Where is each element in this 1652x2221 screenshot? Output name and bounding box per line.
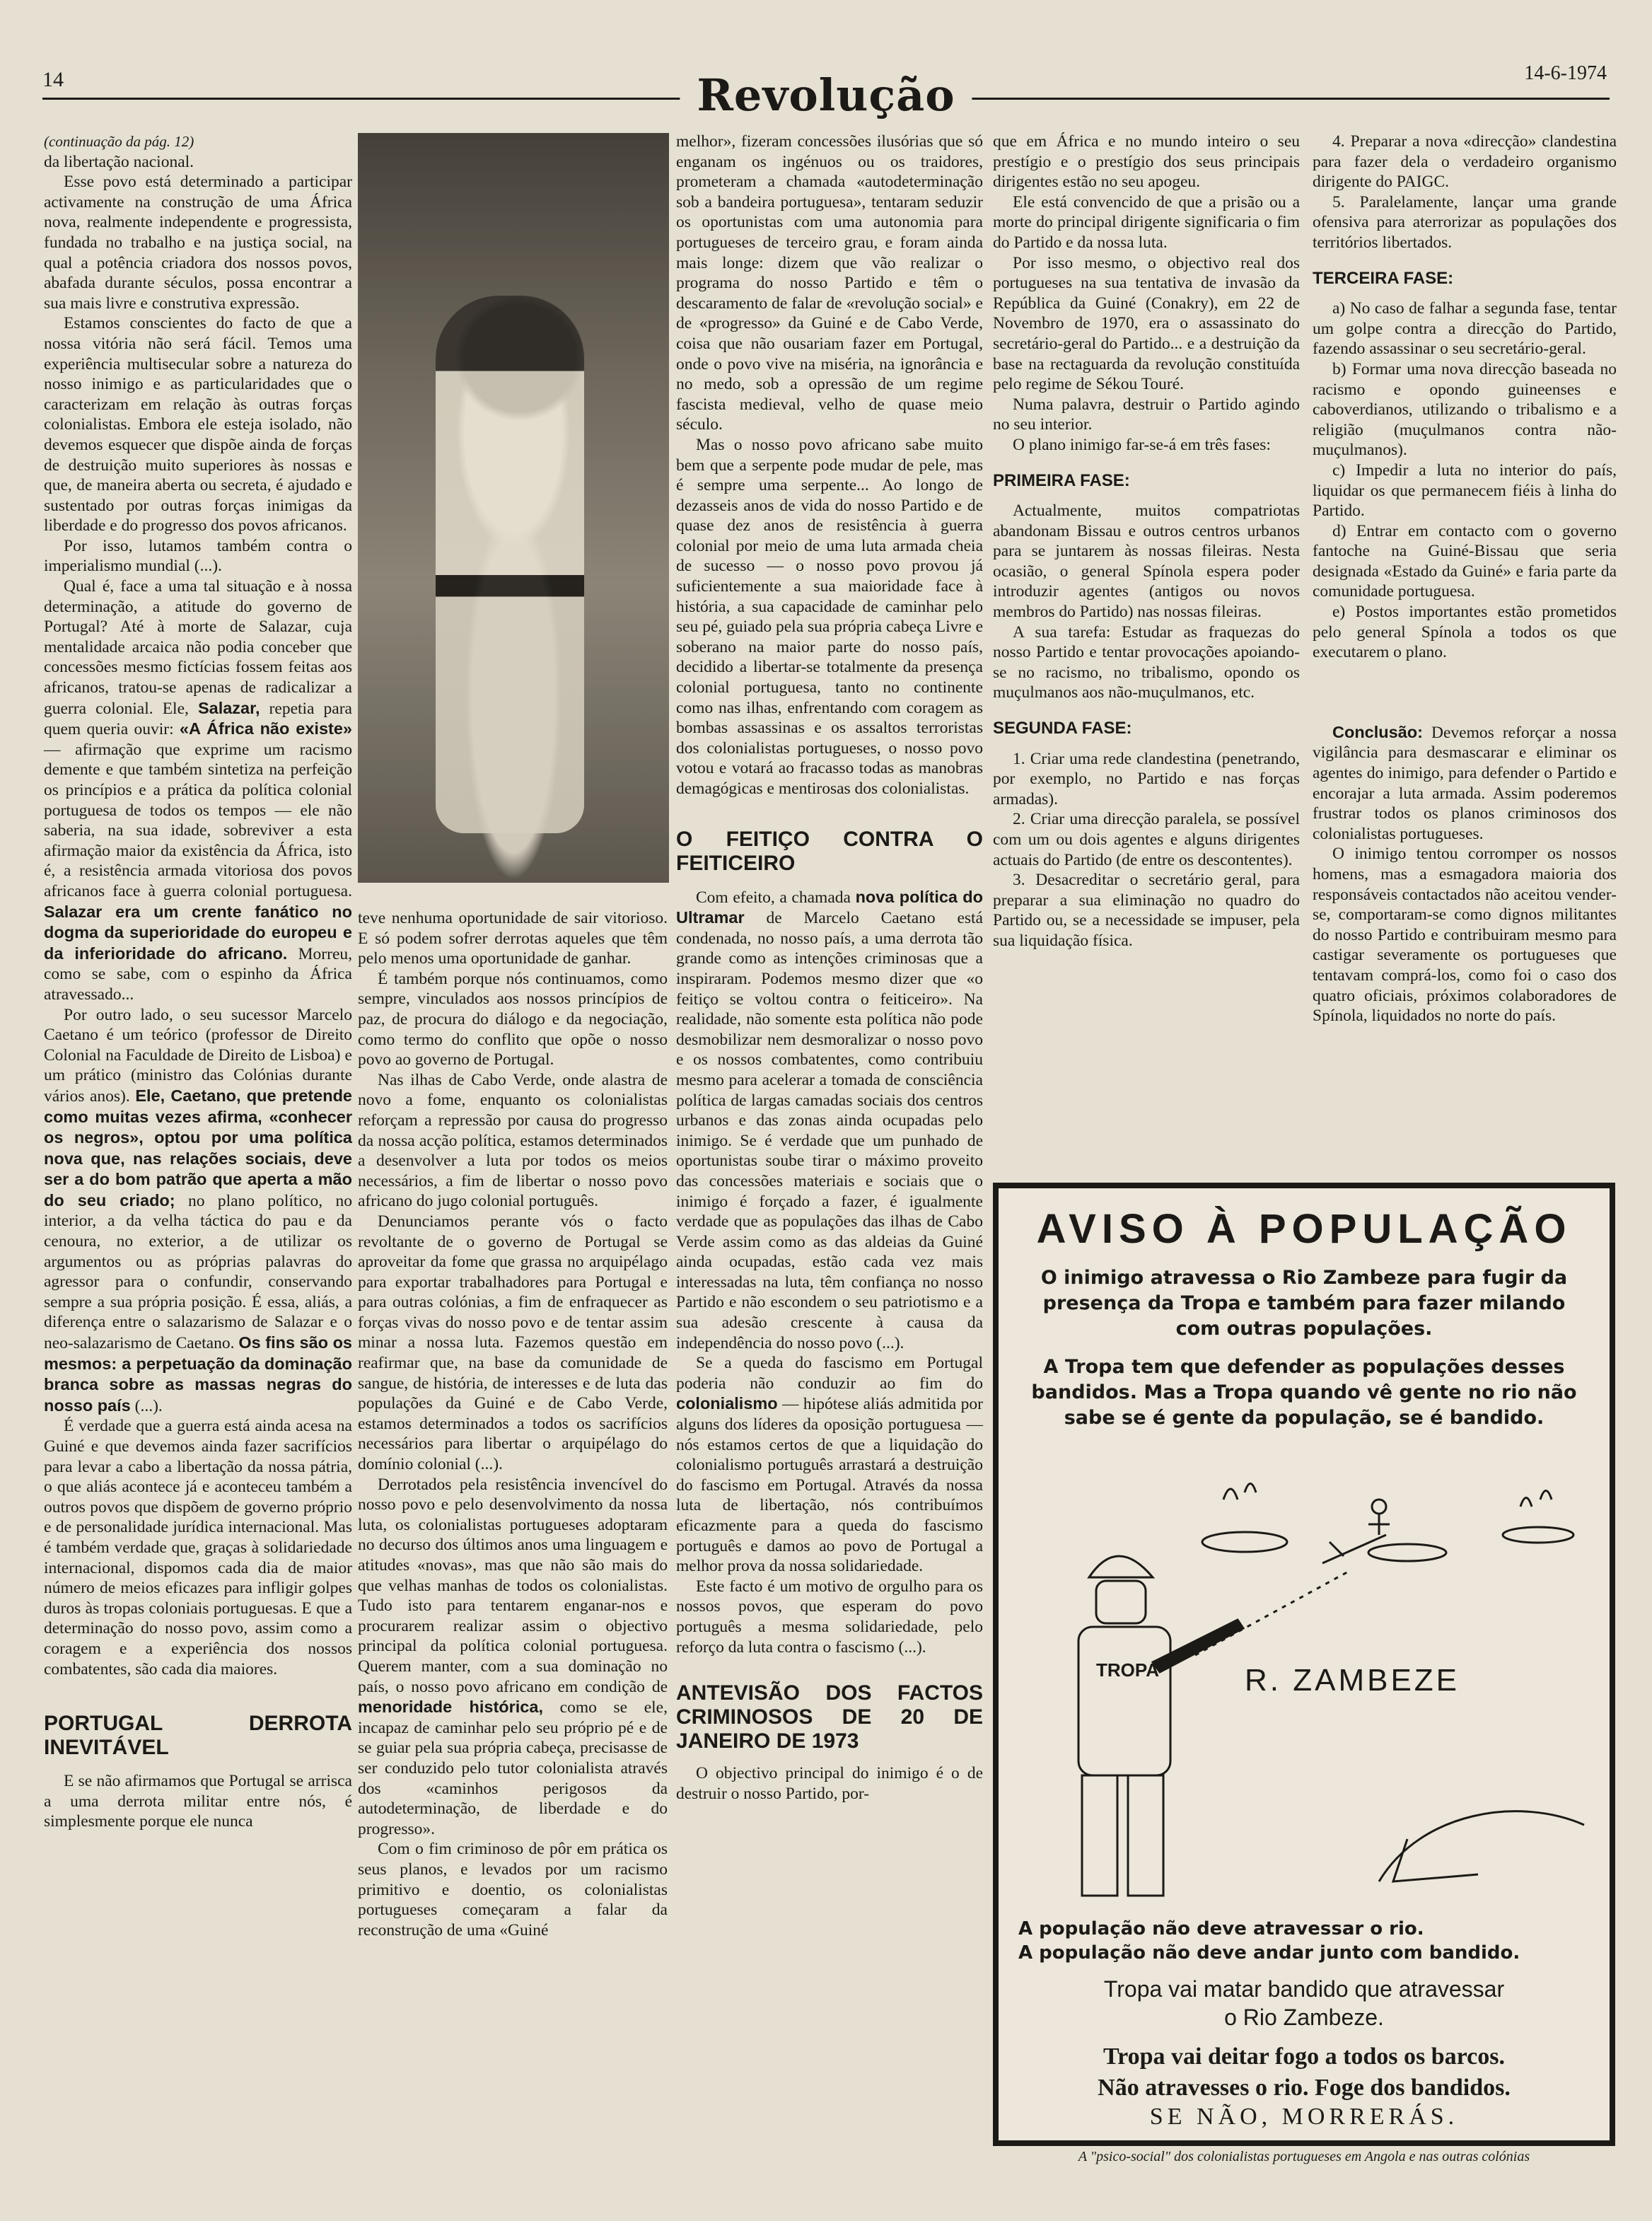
list-item: 3. Desacreditar o secretário geral, para preparar a sua eliminação no quadro do Partido ou, se a necessidade se impuser, pela sua liquidação física. bbox=[993, 871, 1300, 950]
soldier-head bbox=[1096, 1581, 1146, 1623]
column-5 bbox=[1313, 132, 1617, 1026]
text-run: Se a queda do fascismo em Portugal poderia não conduzir ao fim do bbox=[676, 1354, 983, 1393]
paragraph bbox=[44, 576, 352, 1004]
paragraph: Por isso, lutamos também contra o imperialismo mundial (...). bbox=[44, 536, 352, 576]
river-label: R. ZAMBEZE bbox=[1245, 1663, 1460, 1698]
soldier-leg bbox=[1128, 1775, 1163, 1896]
paragraph: que em África e no mundo inteiro o seu prestígio e o prestígio dos seus principais dirigentes estão no seu apogeu. bbox=[993, 132, 1300, 192]
aviso-lead: A Tropa tem que defender as populações desses bandidos. Mas a Tropa quando vê gente no rio não sabe se é gente da população, se é bandido. bbox=[1031, 1356, 1577, 1429]
bold-run: menoridade histórica, bbox=[358, 1698, 543, 1717]
aviso-lead: O inimigo atravessa o Rio Zambeze para fugir da presença da Tropa e também para fazer milando com outras populações. bbox=[1040, 1267, 1568, 1340]
paragraph: Numa palavra, destruir o Partido agindo no seu interior. bbox=[993, 395, 1300, 434]
section-heading: O FEITIÇO CONTRA O FEITICEIRO bbox=[676, 827, 983, 875]
helmet-icon bbox=[1089, 1556, 1153, 1577]
bold-run: colonialismo bbox=[676, 1394, 778, 1413]
list-item: 5. Paralelamente, lançar uma grande ofensiva para aterrorizar as populações dos territórios libertados. bbox=[1313, 192, 1617, 252]
list-item: 4. Preparar a nova «direcção» clandestina para fazer dela o verdadeiro organismo dirigente do PAIGC. bbox=[1313, 132, 1617, 192]
masthead: Revolução bbox=[680, 69, 972, 121]
page-number: 14 bbox=[42, 68, 64, 91]
swimmer-icon bbox=[1368, 1514, 1390, 1535]
bold-run: nova política do Ultramar bbox=[676, 887, 983, 927]
paragraph: Este facto é um motivo de orgulho para os nossos povos, que esperam do povo português a mesma solidariedade, pelo reforço da luta contra o fascismo (...). bbox=[676, 1577, 983, 1657]
column-3 bbox=[676, 132, 983, 1804]
section-heading: PORTUGAL DERROTA INEVITÁVEL bbox=[44, 1712, 352, 1760]
bold-run: Salazar, bbox=[197, 698, 260, 717]
text-run: Derrotados pela resistência invencível do nosso povo e pelo desenvolvimento da nossa luta, os colonialistas portugueses adoptaram no decurso dos últimos anos uma linguagem e atitudes «novas», mas que não são mais do que velhas manhas de todos os colonialistas. Tudo isto para tentarem enganar-nos e procurarem realizar assim o objectivo principal da política colonial portuguesa. Querem manter, com a sua dominação no país, o nosso povo africano em condição de bbox=[358, 1475, 668, 1696]
paragraph: O plano inimigo far-se-á em três fases: bbox=[1013, 435, 1271, 454]
photo-figure bbox=[436, 296, 584, 833]
boat-icon bbox=[1393, 1839, 1478, 1881]
boat-icon bbox=[1368, 1544, 1446, 1561]
aviso-title: AVISO À POPULAÇÃO bbox=[1036, 1206, 1572, 1252]
paragraph bbox=[1313, 722, 1617, 845]
paragraph: A sua tarefa: Estudar as fraquezas do nosso Partido e tentar provocações apoiando-se no racismo, no tribalismo, opondo os muçulmanos aos não-muçulmanos, etc. bbox=[993, 622, 1300, 702]
paragraph bbox=[44, 1005, 352, 1417]
continuation-note: (continuação da pág. 12) bbox=[44, 133, 194, 150]
phase-heading: SEGUNDA FASE: bbox=[993, 719, 1132, 738]
paragraph: Mas o nosso povo africano sabe muito bem que a serpente pode mudar de pele, mas é sempre uma serpente... Ao longo de dezasseis anos de vida do nosso Partido e de quase dez anos de resistência à guerra colonial por meio de uma luta armada cheia de sucesso — o nosso povo provou já suficientemente a sua maioridade face à história, a sua capacidade de caminhar pelo seu pé, guiado pela sua própria cabeça Livre e soberano na maior parte do nosso país, decidido a libertar-se totalmente da presença colonial portuguesa, tanto no continente como nas ilhas, enfrentando com coragem as bombas assassinas e os assaltos terroristas dos colonialistas portugueses, o nosso povo votou e votará ao fracasso todas as manobras demagógicas e mentirosas dos colonialistas. bbox=[676, 435, 983, 798]
text-run: — hipótese aliás admitida por alguns dos líderes da oposição portuguesa — nós estamos certos de que a liquidação do colonialismo português arrastará a destruição do fascismo em Portugal. Através da nossa luta de libertação, nós contribuímos eficazmente para a queda do fascismo português e damos ao povo de Portugal a melhor prova da nossa solidariedade. bbox=[676, 1395, 983, 1576]
aviso-warning-line: A população não deve andar junto com bandido. bbox=[1018, 1942, 1520, 1964]
text-run: (...). bbox=[130, 1396, 163, 1415]
list-item: b) Formar uma nova direcção baseada no racismo e opondo guineenses e caboverdianos, utilizando o tribalismo e a religião (muçulmanos contra não-muçulmanos). bbox=[1313, 359, 1617, 460]
paragraph: É verdade que a guerra está ainda acesa na Guiné e que devemos ainda fazer sacrifícios para levar a cabo a libertação da nossa pátria, o que aliás acontece já e aconteceu também a outros povos que dispõem de governo próprio e de personalidade jurídica internacional. Mas é também verdade que, graças à solidariedade internacional, dispomos cada dia de maior número de meios eficazes para infligir golpes duros às tropas coloniais portuguesas. E que a determinação do nosso povo, assim como a coragem e a experiência dos nossos combatentes, são cada dia maiores. bbox=[44, 1417, 352, 1678]
list-item: 1. Criar uma rede clandestina (penetrando, por exemplo, no Partido e nas forças armadas). bbox=[993, 749, 1300, 808]
paragraph: O inimigo tentou corromper os nossos homens, mas a esmagadora maioria dos responsáveis contactados não aceitou vender-se, comportaram-se como dignos militantes do nosso Partido e contribuiram mesmo para castigar severamente os portugueses que tentavam comprá-los, como foi o caso dos quatro oficiais, próximos colaboradores de Spínola, liquidados no norte do país. bbox=[1313, 845, 1617, 1026]
column-2 bbox=[358, 908, 668, 1940]
portrait-photo bbox=[358, 133, 669, 883]
list-item: d) Entrar em contacto com o governo fantoche na Guiné-Bissau que seria designada «Estado da Guiné» e faria parte da comunidade portuguesa. bbox=[1313, 521, 1617, 601]
paragraph bbox=[676, 1353, 983, 1577]
text-run: Morreu, como se sabe, com o espinho da África atravessado... bbox=[44, 944, 352, 1004]
text-run: como se ele, incapaz de caminhar pelo seu próprio pé e de se guiar pela sua própria cabeça, precisasse de ser conduzido pelo tutor colonialista através dos «caminhos perigosos da autodeterminação, de liberdade e do progresso». bbox=[358, 1698, 668, 1838]
list-item: e) Postos importantes estão prometidos pelo general Spínola a todos os que executarem o plano. bbox=[1313, 603, 1617, 662]
issue-date: 14-6-1974 bbox=[1524, 62, 1607, 84]
aviso-order-line: Tropa vai deitar fogo a todos os barcos. bbox=[1103, 2043, 1505, 2070]
list-item: a) No caso de falhar a segunda fase, tentar um golpe contra a direcção do Partido, fazendo assassinar o seu secretário-geral. bbox=[1313, 299, 1617, 359]
text-run: — afirmação que exprime um racismo demente e que também sintetiza na perfeição os princípios e a prática da política colonial portuguesa de todos os tempos — ele não saberia, na sua idade, sobreviver a esta afirmação maior da existência da África, isto é, a resistência armada vitoriosa dos povos africanos face à guerra colonial portuguesa. bbox=[44, 740, 352, 900]
paragraph: Estamos conscientes do facto de que a nossa vitória não será fácil. Temos uma experiência multisecular sobre a natureza do nosso inimigo e as particularidades que o caracterizam em relação às outras forças colonialistas. Embora ele esteja isolado, não devemos esquecer que dispõe ainda de forças de destruição muito superiores às nossas e que, de maneira aberta ou secreta, é ajudado e sustentado por outras forças inimigas da liberdade e do progresso dos povos africanos. bbox=[44, 314, 352, 535]
bold-run: Os fins são os mesmos: a perpetuação da dominação branca sobre as massas negras do nosso país bbox=[44, 1333, 352, 1415]
text-run: Qual é, face a uma tal situação e à nossa determinação, a atitude do governo de Portugal? Até à morte de Salazar, cuja mentalidade arcaica não podia conceber que concessões mesmo fictícias fossem feitas aos africanos, tratou-se apenas de radicalizar a guerra colonial. Ele, bbox=[44, 577, 352, 718]
fire-icon bbox=[1223, 1484, 1256, 1500]
paragraph: da libertação nacional. bbox=[44, 152, 194, 171]
column-1 bbox=[44, 132, 352, 1832]
paragraph: Com o fim criminoso de pôr em prática os seus planos, e levados por um racismo primitivo e doentio, os colonialistas portugueses começaram a falar da reconstrução de uma «Guiné bbox=[358, 1840, 668, 1939]
bold-run: Salazar era um crente fanático no dogma da superioridade do europeu e da inferioridade do africano. bbox=[44, 902, 352, 963]
boat-icon bbox=[1503, 1527, 1574, 1543]
swimmer-icon bbox=[1322, 1535, 1386, 1563]
aviso-warning bbox=[1018, 1917, 1520, 1965]
paragraph: E se não afirmamos que Portugal se arrisca a uma derrota militar entre nós, é simplesmente porque ele nunca bbox=[44, 1772, 352, 1831]
soldier-body bbox=[1078, 1627, 1170, 1775]
text-run: no plano político, no interior, a da velha táctica do pau e da cenoura, no exterior, a de utilizar os argumentos ou as próprias palavras do agressor para o confundir, conservando sempre a sua própria posição. É essa, aliás, a diferença entre o salazarismo de Salazar e o neo-salazarismo de Caetano. bbox=[44, 1191, 352, 1353]
text-run: repetia para quem queria ouvir: bbox=[44, 699, 352, 739]
paragraph: É também porque nós continuamos, como sempre, vinculados aos nossos princípios de paz, de procura do diálogo e da negociação, como termo do conflito que opõe o nosso povo ao governo de Portugal. bbox=[358, 969, 668, 1069]
column-4 bbox=[993, 132, 1300, 951]
text-run: de Marcelo Caetano está condenada, no nosso país, a uma derrota tão grande como as intenções criminosas que a inspiraram. Podemos mesmo dizer que «o feitiço se voltou contra o feiticeiro». Na realidade, não somente esta política não pode desmobilizar nem desmoralizar o nosso povo e os nossos combatentes, como contribuiu mesmo para acelerar a tomada de consciência política de largas camadas sociais dos centros urbanos e das zonas ainda ocupadas pelo inimigo. Se é verdade que um punhado de oportunistas soube tirar o máximo proveito das concessões materiais e sociais que o inimigo é forçado a fazer, é igualmente verdade que as populações das ilhas de Cabo Verde assim como as das aldeias da Guiné ainda ocupadas, estão cada vez mais interessadas na luta, têm confiança no nosso Partido e não escondem o seu patriotismo e a sua adesão crescente à causa da independência do nosso povo (...). bbox=[676, 909, 983, 1352]
list-item: 2. Criar uma direcção paralela, se possível com um ou dois agentes e alguns dirigentes actuais do Partido (de entre os descontentes). bbox=[993, 810, 1300, 869]
aviso-order bbox=[999, 2041, 1610, 2104]
aviso-leaflet bbox=[993, 1183, 1615, 2146]
paragraph: Por isso mesmo, o objectivo real dos portugueses na sua tentativa de invasão da República da Guiné (Conakry), em 22 de Novembro de 1970, era o assassinato do secretário-geral do Partido... e a destruição da base na rectaguarda da revolução constituída pelo regime de Sékou Touré. bbox=[993, 253, 1300, 394]
text-run: Com efeito, a chamada bbox=[696, 888, 856, 907]
paragraph: Esse povo está determinado a participar activamente na construção de uma África nova, realmente independente e progressista, fundada no trabalho e na justiça social, na qual a potência criadora dos nossos povos, abafada durante séculos, possa encontrar a sua mais livre e construtiva expressão. bbox=[44, 173, 352, 313]
paragraph: melhor», fizeram concessões ilusórias que só enganam os ingénuos ou os traidores, prometeram a chamada «autodeterminação sob a bandeira portuguesa», tentaram seduzir os oportunistas com uma autonomia para portugueses de terceiro grau, e foram ainda mais longe: dizem que vão realizar o programa do nosso Partido e têm o descaramento de falar de «revolução social» e de «progresso» da Guiné e de Cabo Verde, coisa que não ousariam fazer em Portugal, onde o povo vive na miséria, na ignorância e no medo, sob a opressão de um regime fascista medieval, velho de quase meio século. bbox=[676, 132, 983, 434]
soldier-leg bbox=[1082, 1775, 1117, 1896]
paragraph: Actualmente, muitos compatriotas abandonam Bissau e outros centros urbanos para se juntarem às nossas fileiras. Nesta ocasião, o general Spínola espera poder introduzir agentes (antigos ou novos membros do Partido) nas nossas fileiras. bbox=[993, 501, 1300, 622]
paragraph: teve nenhuma oportunidade de sair vitorioso. E só podem sofrer derrotas aqueles que têm pelo menos uma oportunidade de ganhar. bbox=[358, 909, 668, 968]
fire-icon bbox=[1520, 1491, 1552, 1507]
paragraph bbox=[358, 1475, 668, 1840]
aviso-warning-line: A população não deve atravessar o rio. bbox=[1018, 1918, 1424, 1939]
aviso-order-line: Não atravesses o rio. Foge dos bandidos. bbox=[1098, 2075, 1511, 2101]
aviso-caption: A "psico-social" dos colonialistas portugueses em Angola e nas outras colónias bbox=[1078, 2149, 1530, 2164]
paragraph: Nas ilhas de Cabo Verde, onde alastra de novo a fome, enquanto os colonialistas reforçam a repressão por causa do progresso da nossa acção política, estamos determinados a desenvolver a luta por todos os meios necessários, a fim de libertar o nosso povo africano do jugo colonial português. bbox=[358, 1070, 668, 1211]
riverbank-line bbox=[1379, 1811, 1584, 1881]
aviso-threat-line: o Rio Zambeze. bbox=[1224, 2005, 1384, 2030]
aviso-closing: SE NÃO, MORRERÁS. bbox=[1149, 2104, 1459, 2130]
list-item: c) Impedir a luta no interior do país, liquidar os que permanecem fiéis à linha do Partido. bbox=[1313, 460, 1617, 521]
section-heading: ANTEVISÃO DOS FACTOS CRIMINOSOS DE 20 DE JANEIRO DE 1973 bbox=[676, 1681, 983, 1753]
soldier-river-illustration bbox=[1011, 1457, 1598, 1910]
bold-run: Conclusão: bbox=[1332, 722, 1423, 741]
paragraph bbox=[676, 887, 983, 1354]
text-run: Por outro lado, o seu sucessor Marcelo Caetano é um teórico (professor de Direito Colonial na Faculdade de Direito de Lisboa) e um prático (ministro das Colónias durante vários anos). bbox=[44, 1005, 352, 1106]
bold-run: «A África não existe» bbox=[179, 719, 352, 738]
soldier-tag: TROPA bbox=[1096, 1659, 1160, 1681]
paragraph: Ele está convencido de que a prisão ou a morte do principal dirigente significaria o fim do Partido e da nossa luta. bbox=[993, 192, 1300, 252]
paragraph: O objectivo principal do inimigo é o de destruir o nosso Partido, por- bbox=[676, 1764, 983, 1803]
boat-icon bbox=[1202, 1532, 1287, 1552]
text-run: Devemos reforçar a nossa vigilância para desmascarar e eliminar os agentes do inimigo, para defender o Partido e encorajar a luta armada. Assim poderemos frustrar todos os planos criminosos dos colonialistas portugueses. bbox=[1313, 723, 1617, 843]
aviso-threat bbox=[999, 1975, 1610, 2031]
phase-heading: PRIMEIRA FASE: bbox=[993, 470, 1130, 490]
soldier-drawing bbox=[1078, 1556, 1243, 1896]
bold-run: Ele, Caetano, que pretende como muitas vezes afirma, «conhecer os negros», optou por uma política nova que, nas relações sociais, deve ser a do bom patrão que aperta a mão do seu criado; bbox=[44, 1086, 352, 1210]
swimmer-icon bbox=[1372, 1500, 1386, 1514]
paragraph: Denunciamos perante vós o facto revoltante de o governo de Portugal se aproveitar da fome que grassa no arquipélago para exportar trabalhadores para Portugal e para outras colónias, a fim de enfraquecer as forças vivas do nosso povo e de tentar assim minar a nossa luta. Fazemos questão em reafirmar que, na base da comunidade de sangue, de história, de interesses e de luta das populações da Guiné e de Cabo Verde, estamos determinados a todos os sacrifícios necessários para libertar o arquipélago do domínio colonial (...). bbox=[358, 1212, 668, 1474]
phase-heading: TERCEIRA FASE: bbox=[1313, 268, 1454, 288]
aviso-threat-line: Tropa vai matar bandido que atravessar bbox=[1103, 1976, 1505, 2002]
